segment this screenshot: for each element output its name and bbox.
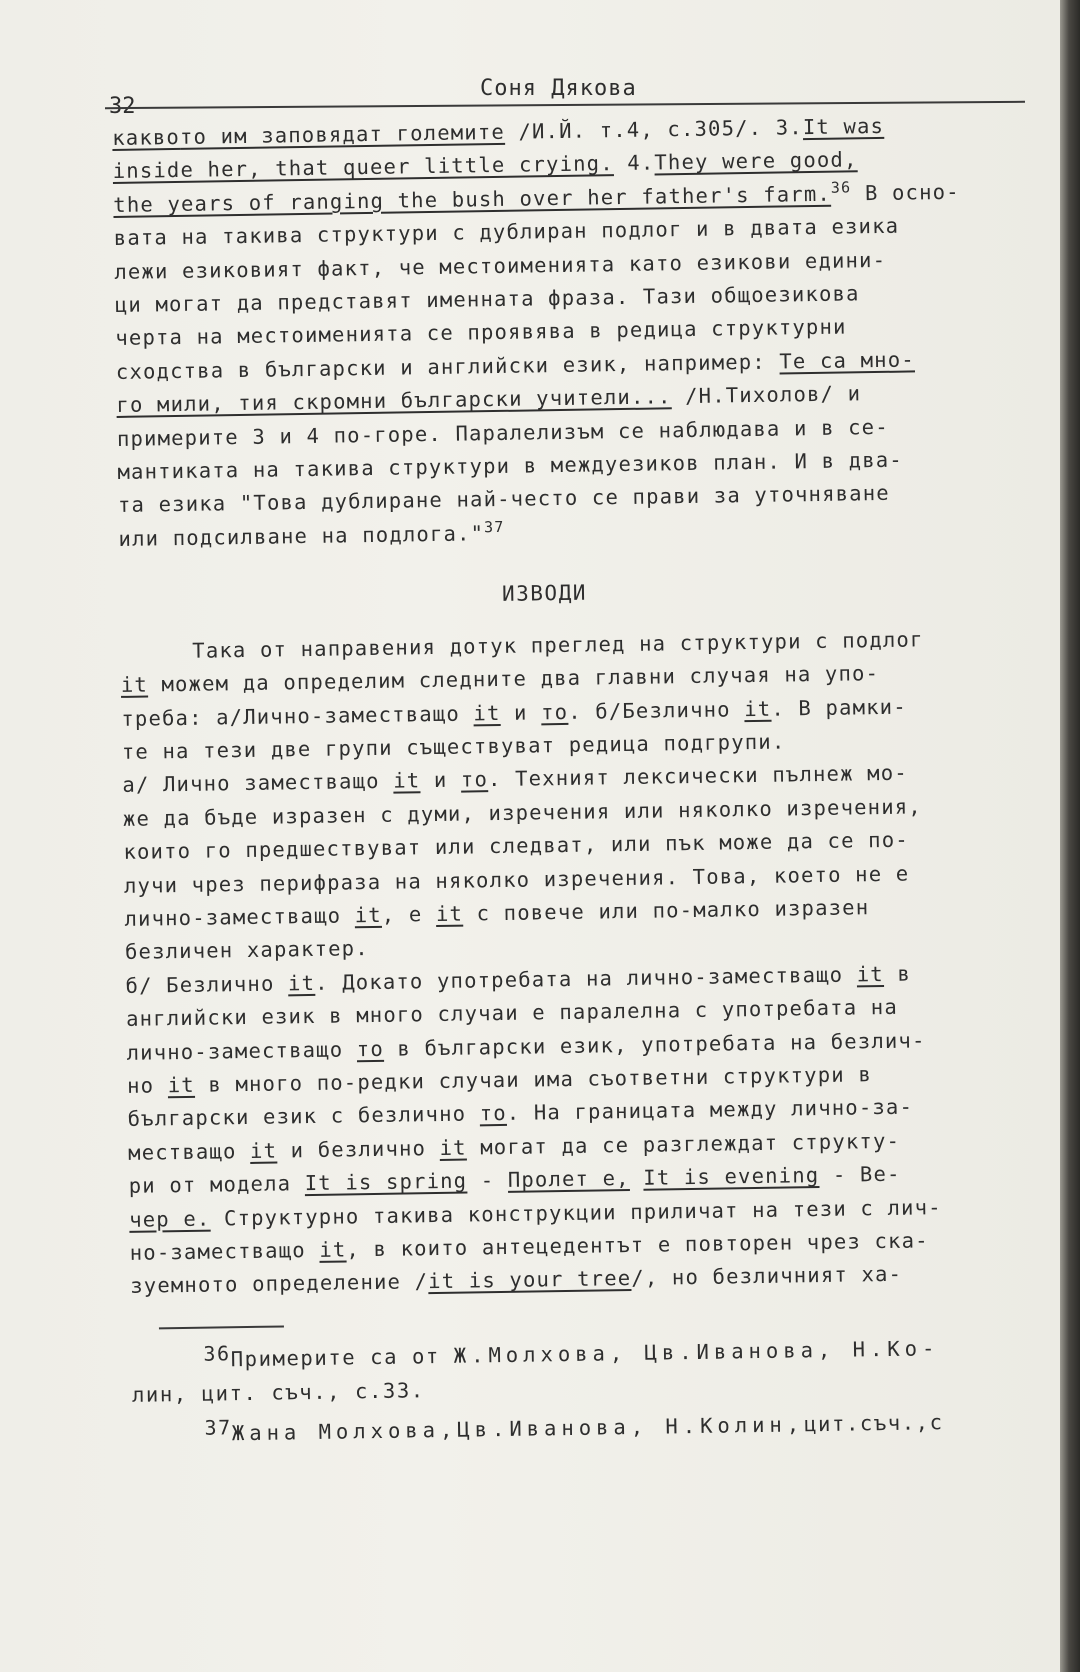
text-line: те на тези две групи съществуват редица подгрупи. bbox=[121, 729, 786, 764]
text-span: но bbox=[126, 1073, 168, 1098]
text-line: ци могат да представят именната фраза. Тази общоезикова bbox=[114, 281, 860, 318]
underlined-text: it bbox=[393, 768, 421, 793]
underlined-text: They were good, bbox=[654, 147, 858, 175]
text-span: , е bbox=[381, 901, 437, 927]
underlined-text: то bbox=[460, 767, 489, 792]
underlined-text: то им заповядат големите bbox=[179, 119, 506, 149]
text-span: /Н.Тихолов/ и bbox=[671, 381, 862, 409]
footnote-number: 37 bbox=[204, 1415, 232, 1440]
text-span: или подсилване на подлога." bbox=[118, 521, 485, 551]
text-span: могат да се разглеждат структу- bbox=[466, 1128, 901, 1160]
text-span: /И.Й. т.4, с.305/. 3. bbox=[504, 115, 804, 144]
underlined-text: чер е. bbox=[129, 1206, 211, 1232]
underlined-text: it bbox=[473, 700, 501, 725]
underlined-text: Те са мно- bbox=[779, 347, 915, 374]
underlined-text: то bbox=[540, 699, 569, 724]
page-number: 32 bbox=[109, 94, 136, 119]
text-line: безличен характер. bbox=[124, 936, 369, 965]
footnote-rule bbox=[159, 1325, 284, 1329]
text-span: Структурно такива конструкции приличат на тези с лич- bbox=[210, 1194, 942, 1231]
text-line: та езика "Това дублиране най-често се прави за уточняване bbox=[117, 481, 891, 518]
underlined-text: го мили, тия скромни български учители... bbox=[116, 384, 672, 418]
spaced-text: Ж.Молхова, Цв.Иванова, Н.Ко- bbox=[453, 1335, 940, 1368]
underlined-text: it bbox=[856, 961, 885, 987]
text-span: а/ Лично заместващо bbox=[122, 768, 394, 798]
body-text bbox=[112, 107, 1063, 1451]
section-title: ИЗВОДИ bbox=[501, 580, 588, 607]
text-span: . На границата между лично-за- bbox=[506, 1094, 914, 1126]
underlined-text: it bbox=[435, 901, 464, 926]
text-line: вата на такива структури с дублиран подлог и в двата езика bbox=[113, 213, 900, 251]
page-header bbox=[105, 70, 1030, 119]
underlined-text: то bbox=[356, 1036, 385, 1061]
text-span: в bbox=[883, 961, 912, 986]
text-span: но-заместващо bbox=[129, 1237, 320, 1265]
text-span: . В рамки- bbox=[771, 694, 907, 721]
text-span: български език с безлично bbox=[127, 1101, 480, 1132]
text-span: цит.съч.,с bbox=[803, 1409, 944, 1437]
text-line: мантиката на такива структури в междуезиков план. И в два- bbox=[117, 447, 904, 485]
underlined-text: it bbox=[439, 1135, 467, 1160]
underlined-text: it bbox=[120, 672, 149, 698]
text-span: и безлично bbox=[276, 1135, 440, 1163]
text-span: , в които антецедентът е повторен чрез ска- bbox=[346, 1228, 929, 1262]
underlined-text: it bbox=[354, 902, 382, 928]
underlined-text: It is spring bbox=[304, 1168, 468, 1196]
spaced-text: Жана Молхова,Цв.Иванова, Н.Колин, bbox=[231, 1412, 805, 1446]
underlined-text: it bbox=[287, 970, 316, 996]
text-span: . Докато употребата на лично-заместващо bbox=[314, 962, 857, 995]
underlined-text: It was bbox=[802, 113, 885, 140]
text-line: лежи езиковият факт, че местоименията като езикови едини- bbox=[114, 247, 887, 284]
footnotes bbox=[131, 1323, 1063, 1452]
text-span: зуемното определение / bbox=[130, 1269, 429, 1299]
underlined-text: it bbox=[249, 1138, 278, 1163]
text-span: можем да определим следните два главни случая на упо- bbox=[147, 661, 880, 697]
text-span: - bbox=[467, 1168, 509, 1193]
text-span: /, но безличният ха- bbox=[631, 1262, 903, 1291]
header-rule bbox=[105, 101, 1025, 109]
text-line: же да бъде изразен с думи, изречения или няколко изречения, bbox=[122, 794, 923, 831]
text-span: б/ Безлично bbox=[125, 971, 289, 998]
text-line: които го предшествуват или следват, или пък може да се по- bbox=[123, 827, 910, 865]
book-spine-edge bbox=[1060, 0, 1080, 1672]
footnote-ref: 37 bbox=[483, 517, 505, 537]
text-line: Така от направения дотук преглед на структури с подлог bbox=[192, 627, 924, 663]
underlined-text: It is evening bbox=[643, 1163, 820, 1190]
text-span: сходства в български и английски език, например: bbox=[115, 349, 780, 384]
footnote-ref: 36 bbox=[830, 178, 852, 197]
text-span: и bbox=[420, 767, 462, 793]
text-span: . б/Безлично bbox=[568, 696, 745, 724]
underlined-text: the years of ranging the bush over her father's farm. bbox=[113, 181, 832, 217]
text-span: лично-заместващо bbox=[126, 1036, 357, 1065]
underlined-text: it is your tree bbox=[428, 1266, 632, 1294]
text-span: в български език, употребата на безлич- bbox=[383, 1027, 926, 1061]
underlined-text: то bbox=[479, 1101, 507, 1126]
underlined-text: it bbox=[319, 1237, 347, 1262]
underlined-text: it bbox=[744, 696, 772, 721]
text-span: 4. bbox=[613, 150, 655, 176]
text-line: черта на местоименията се проявява в редица структурни bbox=[115, 314, 847, 351]
text-span: треба: а/Лично-заместващо bbox=[121, 700, 474, 731]
text-span: с повече или по-малко изразен bbox=[462, 895, 870, 926]
underlined-text: Пролет е, bbox=[507, 1166, 630, 1193]
text-span: лично-заместващо bbox=[124, 903, 355, 931]
running-title: Соня Дякова bbox=[480, 76, 637, 101]
underlined-text: inside her, that queer little crying. bbox=[112, 151, 614, 184]
text-line: английски език в много случаи е паралелна с употребата на bbox=[125, 994, 899, 1032]
text-span: . Техният лексически пълнеж мо- bbox=[487, 760, 908, 792]
text-span: ри от модела bbox=[128, 1171, 305, 1199]
underlined-text: какво bbox=[112, 124, 181, 150]
footnote-number: 36 bbox=[203, 1341, 231, 1366]
text-span: и bbox=[500, 699, 542, 725]
underlined-text: it bbox=[167, 1072, 196, 1098]
text-span: местващо bbox=[128, 1138, 251, 1165]
text-span: - Ве- bbox=[819, 1161, 901, 1188]
text-span: В осно- bbox=[851, 179, 960, 206]
footnote-36-cont: лин, цит. съч., с.33. bbox=[131, 1378, 425, 1407]
text-span: Примерите са от bbox=[230, 1343, 454, 1372]
text-span: в много по-редки случаи има съответни структури в bbox=[194, 1062, 873, 1097]
text-line: примерите 3 и 4 по-горе. Паралелизъм се наблюдава и в се- bbox=[116, 414, 889, 451]
text-span bbox=[630, 1166, 644, 1190]
text-line: лучи чрез перифраза на няколко изречения. Това, което не е bbox=[123, 861, 910, 898]
